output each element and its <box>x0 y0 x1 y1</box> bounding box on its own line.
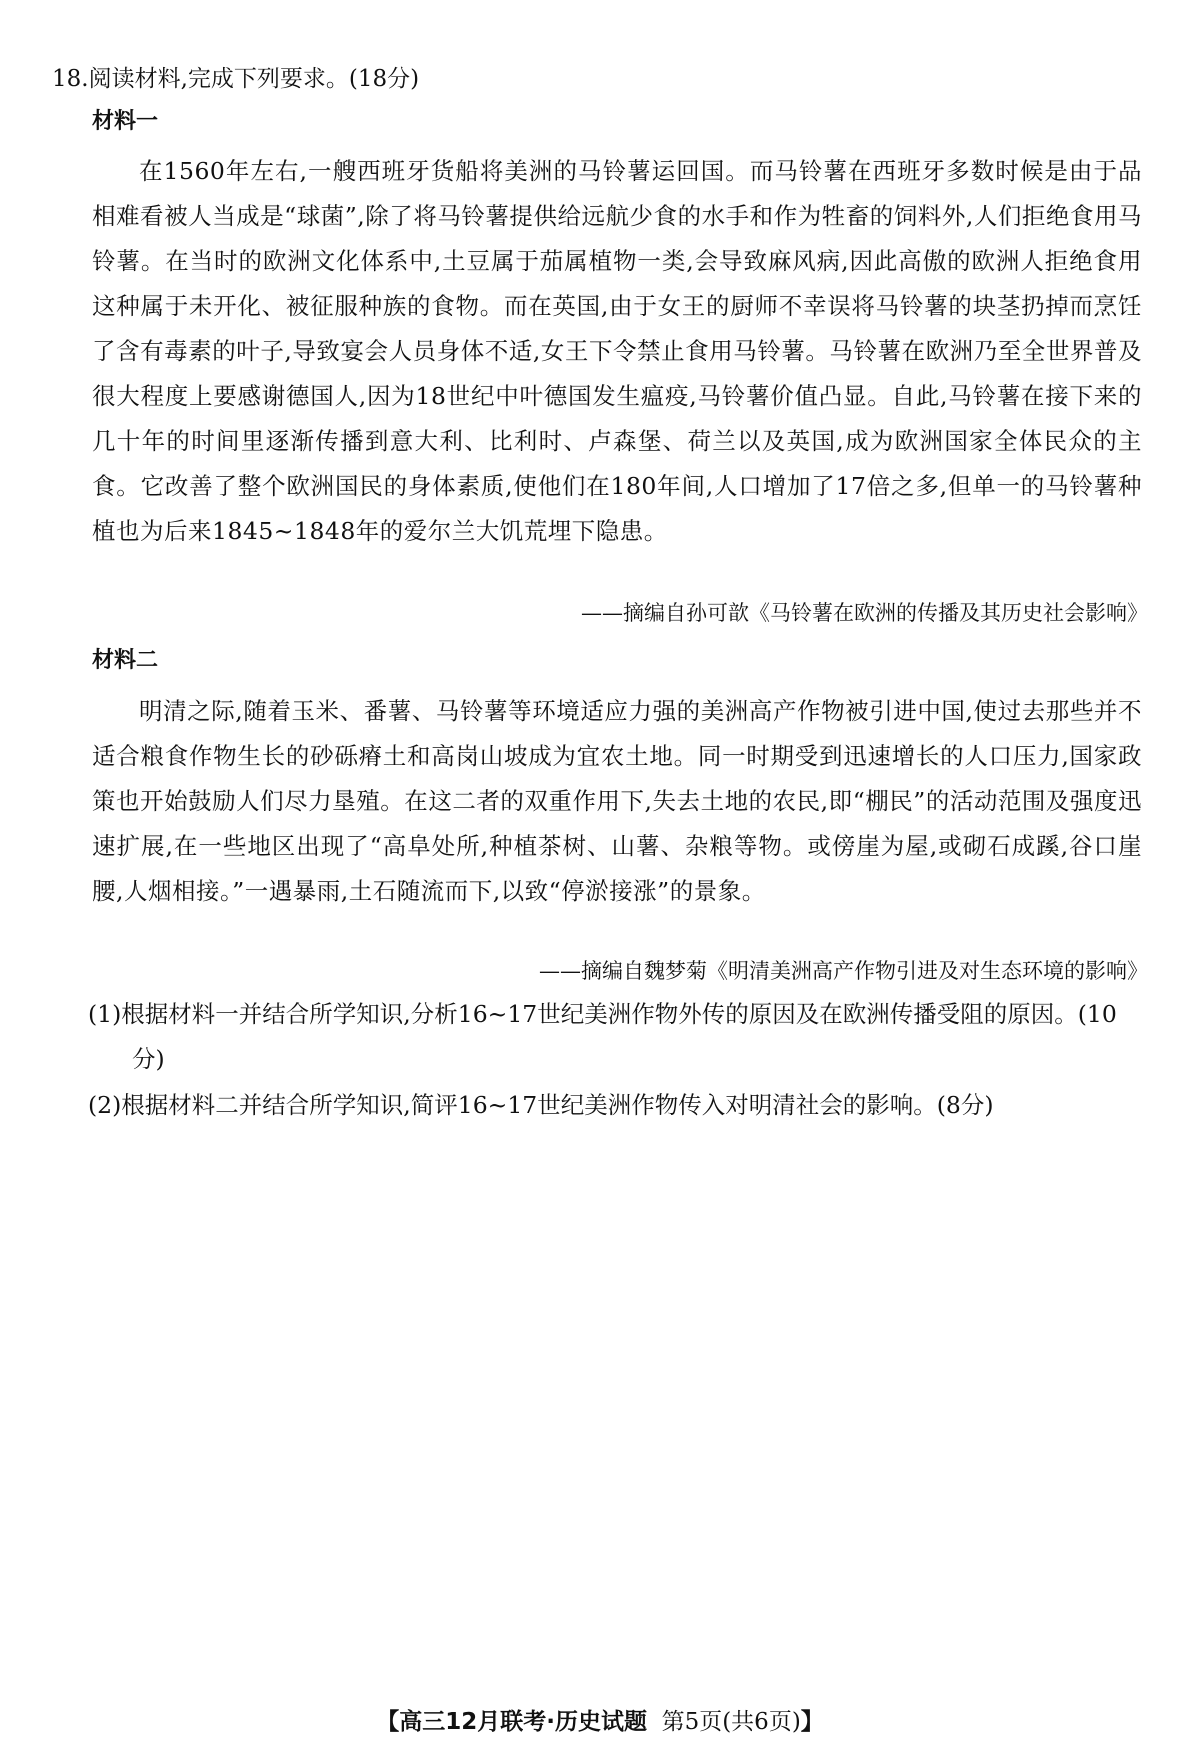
material-one-body: 在1560年左右,一艘西班牙货船将美洲的马铃薯运回国。而马铃薯在西班牙多数时候是由于品相难看被人当成是“球菌”,除了将马铃薯提供给远航少食的水手和作为牲畜的饲料外,人们拒绝食用马铃薯。在当时的欧洲文化体系中,土豆属于茄属植物一类,会导致麻风病,因此高傲的欧洲人拒绝食用这种属于未开化、被征服种族的食物。而在英国,由于女王的厨师不幸误将马铃薯的块茎扔掉而烹饪了含有毒素的叶子,导致宴会人员身体不适,女王下令禁止食用马铃薯。马铃薯在欧洲乃至全世界普及很大程度上要感谢德国人,因为18世纪中叶德国发生瘟疫,马铃薯价值凸显。自此,马铃薯在接下来的几十年的时间里逐渐传播到意大利、比利时、卢森堡、荷兰以及英国,成为欧洲国家全体民众的主食。它改善了整个欧洲国民的身体素质,使他们在180年间,人口增加了17倍之多,但单一的马铃薯种植也为后来1845~1848年的爱尔兰大饥荒埋下隐患。 <box>92 157 1142 545</box>
material-two-body: 明清之际,随着玉米、番薯、马铃薯等环境适应力强的美洲高产作物被引进中国,使过去那些并不适合粮食作物生长的砂砾瘠土和高岗山坡成为宜农土地。同一时期受到迅速增长的人口压力,国家政策也开始鼓励人们尽力垦殖。在这二者的双重作用下,失去土地的农民,即“棚民”的活动范围及强度迅速扩展,在一些地区出现了“高阜处所,种植茶树、山薯、杂粮等物。或傍崖为屋,或砌石成蹊,谷口崖腰,人烟相接。”一遇暴雨,土石随流而下,以致“停淤接涨”的景象。 <box>92 697 1142 905</box>
material-one-heading: 材料一 <box>92 109 159 134</box>
page-footer <box>0 1706 1200 1738</box>
material-one-source: ——摘编自孙可歆《马铃薯在欧洲的传播及其历史社会影响》 <box>581 601 1148 625</box>
question-title: 18.阅读材料,完成下列要求。(18分) <box>52 66 420 92</box>
footer-subject: 历史试题 <box>554 1709 647 1735</box>
material-two-source: ——摘编自魏梦菊《明清美洲高产作物引进及对生态环境的影响》 <box>539 959 1148 983</box>
sub-question-2: (2)根据材料二并结合所学知识,简评16~17世纪美洲作物传入对明清社会的影响。(8分) <box>88 1091 994 1119</box>
footer-dot: · <box>546 1709 555 1735</box>
footer-exam-name: 高三12月联考 <box>399 1709 547 1735</box>
footer-open-bracket: 【 <box>376 1709 400 1735</box>
material-two-heading: 材料二 <box>92 648 159 673</box>
sub-question-1: (1)根据材料一并结合所学知识,分析16~17世纪美洲作物外传的原因及在欧洲传播受阻的原因。(10分) <box>88 1000 1117 1073</box>
footer-page-info: 第5页(共6页) <box>661 1709 801 1735</box>
footer-close-bracket: 】 <box>800 1709 824 1735</box>
